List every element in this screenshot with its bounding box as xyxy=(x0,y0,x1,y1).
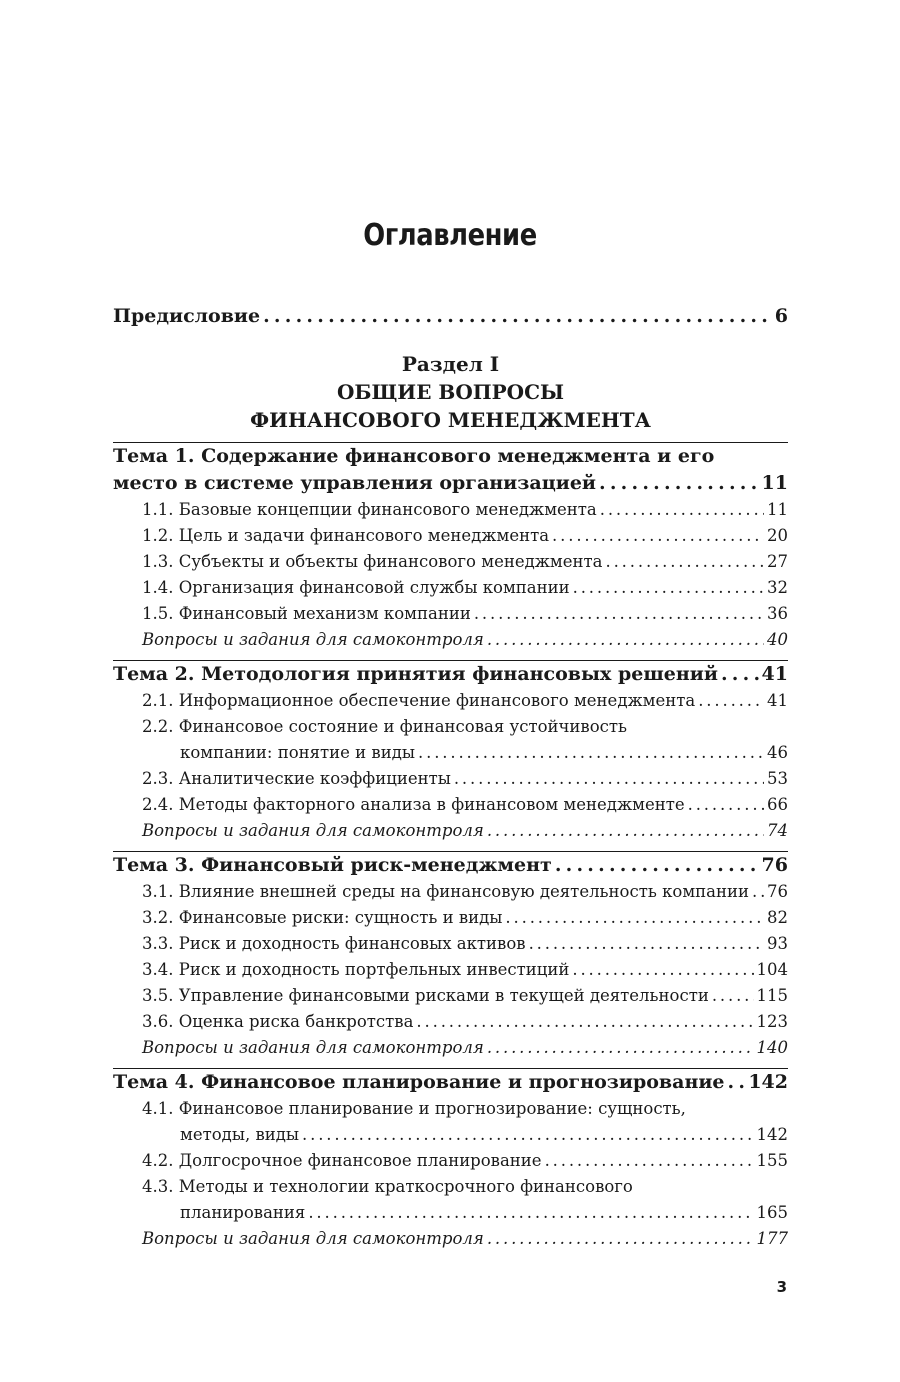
toc-entry-label-line1: 4.3. Методы и технологии краткосрочного финансового xyxy=(142,1177,633,1196)
dot-leader xyxy=(487,1035,754,1061)
toc-entry-label: Предисловие xyxy=(113,305,261,327)
toc-entry-label-line1: 2.2. Финансовое состояние и финансовая устойчивость xyxy=(142,717,627,736)
toc-entry-label: 1.5. Финансовый механизм компании xyxy=(142,604,471,623)
toc-subentry[interactable] xyxy=(113,523,788,549)
dot-leader xyxy=(505,905,764,931)
toc-entry-label: 1.4. Организация финансовой службы компании xyxy=(142,578,570,597)
toc-entry-label: 2.4. Методы факторного анализа в финансовом менеджменте xyxy=(142,795,685,814)
toc-subentry[interactable] xyxy=(113,983,788,1009)
toc-entry-page: 155 xyxy=(756,1151,788,1170)
dot-leader xyxy=(487,818,764,844)
toc-entry-label: 4.2. Долгосрочное финансовое планирование xyxy=(142,1151,542,1170)
toc-subentry[interactable] xyxy=(113,575,788,601)
dot-leader xyxy=(545,1148,754,1174)
toc-entry-label-line2: планирования xyxy=(180,1203,306,1222)
toc-entry-page: 27 xyxy=(767,552,788,571)
toc-entry-page: 76 xyxy=(761,854,788,876)
dot-leader xyxy=(752,879,764,905)
dot-leader xyxy=(263,303,772,330)
page-number: 3 xyxy=(776,1278,787,1296)
dot-leader xyxy=(573,575,764,601)
toc-entry-page: 82 xyxy=(767,908,788,927)
toc-entry-page: 6 xyxy=(774,305,788,327)
toc-entry-preface[interactable] xyxy=(113,303,788,330)
toc-topic-2[interactable] xyxy=(113,661,788,688)
toc-entry-page: 74 xyxy=(767,821,788,840)
toc-entry-page: 11 xyxy=(761,472,788,494)
dot-leader xyxy=(728,1069,746,1096)
section-number: Раздел I xyxy=(401,352,500,376)
toc-subentry[interactable] xyxy=(113,688,788,714)
section-title-line1: ОБЩИЕ ВОПРОСЫ xyxy=(336,380,565,404)
toc-subentry[interactable] xyxy=(113,879,788,905)
section-heading xyxy=(113,350,788,434)
toc-subentry[interactable] xyxy=(113,497,788,523)
toc-entry-label: 3.2. Финансовые риски: сущность и виды xyxy=(142,908,503,927)
toc-entry-page: 177 xyxy=(756,1229,788,1248)
dot-leader xyxy=(416,1009,753,1035)
dot-leader xyxy=(599,470,759,497)
topic-title: Тема 2. Методология принятия финансовых решений xyxy=(113,663,718,685)
toc-subentry[interactable] xyxy=(113,601,788,627)
toc-entry-page: 11 xyxy=(767,500,788,519)
toc-entry-page: 142 xyxy=(756,1125,788,1144)
toc-entry-page: 93 xyxy=(767,934,788,953)
dot-leader xyxy=(712,983,754,1009)
toc-entry-page: 66 xyxy=(767,795,788,814)
toc-subentry[interactable] xyxy=(113,931,788,957)
dot-leader xyxy=(302,1122,753,1148)
toc-entry-label: 3.1. Влияние внешней среды на финансовую деятельность компании xyxy=(142,882,749,901)
topic-title: Тема 3. Финансовый риск-менеджмент xyxy=(113,854,552,876)
toc-questions[interactable] xyxy=(113,627,788,653)
toc-entry-label-line2: методы, виды xyxy=(180,1125,300,1144)
toc-entry-page: 41 xyxy=(767,691,788,710)
toc-entry-label: 1.1. Базовые концепции финансового менеджмента xyxy=(142,500,597,519)
toc-questions[interactable] xyxy=(113,1035,788,1061)
topic-title-line1: Тема 1. Содержание финансового менеджмента и его xyxy=(113,445,715,467)
dot-leader xyxy=(606,549,765,575)
toc-entry-page: 142 xyxy=(748,1071,788,1093)
toc-entry-label: 3.4. Риск и доходность портфельных инвестиций xyxy=(142,960,570,979)
dot-leader xyxy=(555,852,759,879)
toc-entry-label: 3.5. Управление финансовыми рисками в текущей деятельности xyxy=(142,986,709,1005)
toc-entry-page: 36 xyxy=(767,604,788,623)
toc-entry-label: 3.3. Риск и доходность финансовых активов xyxy=(142,934,526,953)
toc-subentry[interactable] xyxy=(113,1009,788,1035)
toc-entry-page: 20 xyxy=(767,526,788,545)
dot-leader xyxy=(474,601,764,627)
toc-entry-label: 1.3. Субъекты и объекты финансового менеджмента xyxy=(142,552,603,571)
dot-leader xyxy=(572,957,753,983)
toc-subentry[interactable] xyxy=(113,1148,788,1174)
toc-entry-label: 3.6. Оценка риска банкротства xyxy=(142,1012,414,1031)
toc-subentry[interactable] xyxy=(113,1096,788,1148)
toc-entry-label: Вопросы и задания для самоконтроля xyxy=(142,1038,484,1057)
toc-topic-4[interactable] xyxy=(113,1069,788,1096)
dot-leader xyxy=(487,1226,754,1252)
dot-leader xyxy=(600,497,764,523)
dot-leader xyxy=(308,1200,753,1226)
toc-questions[interactable] xyxy=(113,818,788,844)
toc-subentry[interactable] xyxy=(113,714,788,766)
topic-title: Тема 4. Финансовое планирование и прогнозирование xyxy=(113,1071,725,1093)
dot-leader xyxy=(698,688,764,714)
toc-entry-label: 1.2. Цель и задачи финансового менеджмента xyxy=(142,526,550,545)
toc-entry-page: 40 xyxy=(767,630,788,649)
toc-entry-page: 41 xyxy=(761,663,788,685)
toc-entry-page: 104 xyxy=(756,960,788,979)
toc-entry-label-line2: компании: понятие и виды xyxy=(180,743,416,762)
topic-title-line2: место в системе управления организацией xyxy=(113,472,596,494)
toc-entry-page: 115 xyxy=(756,986,788,1005)
dot-leader xyxy=(529,931,764,957)
toc-questions[interactable] xyxy=(113,1226,788,1252)
toc-entry-page: 123 xyxy=(756,1012,788,1031)
toc-entry-label: Вопросы и задания для самоконтроля xyxy=(142,630,484,649)
toc-entry-label-line1: 4.1. Финансовое планирование и прогнозирование: сущность, xyxy=(142,1099,686,1118)
toc-subentry[interactable] xyxy=(113,766,788,792)
toc-entry-label: 2.3. Аналитические коэффициенты xyxy=(142,769,451,788)
toc-entry-page: 32 xyxy=(767,578,788,597)
dot-leader xyxy=(721,661,759,688)
toc-topic-1[interactable] xyxy=(113,443,788,497)
toc-entry-label: Вопросы и задания для самоконтроля xyxy=(142,821,484,840)
dot-leader xyxy=(552,523,764,549)
dot-leader xyxy=(418,740,764,766)
toc-subentry[interactable] xyxy=(113,905,788,931)
toc-subentry[interactable] xyxy=(113,957,788,983)
dot-leader xyxy=(487,627,764,653)
toc-topic-3[interactable] xyxy=(113,852,788,879)
toc-entry-label: 2.1. Информационное обеспечение финансового менеджмента xyxy=(142,691,696,710)
toc-subentry[interactable] xyxy=(113,792,788,818)
toc-entry-page: 76 xyxy=(767,882,788,901)
toc-subentry[interactable] xyxy=(113,1174,788,1226)
toc-entry-page: 165 xyxy=(756,1203,788,1222)
dot-leader xyxy=(454,766,764,792)
page-title: Оглавление xyxy=(363,218,537,253)
toc-entry-page: 140 xyxy=(756,1038,788,1057)
toc-entry-page: 53 xyxy=(767,769,788,788)
toc-entry-page: 46 xyxy=(767,743,788,762)
dot-leader xyxy=(688,792,764,818)
table-of-contents xyxy=(113,303,788,1252)
toc-subentry[interactable] xyxy=(113,549,788,575)
section-title-line2: ФИНАНСОВОГО МЕНЕДЖМЕНТА xyxy=(250,408,651,432)
toc-entry-label: Вопросы и задания для самоконтроля xyxy=(142,1229,484,1248)
